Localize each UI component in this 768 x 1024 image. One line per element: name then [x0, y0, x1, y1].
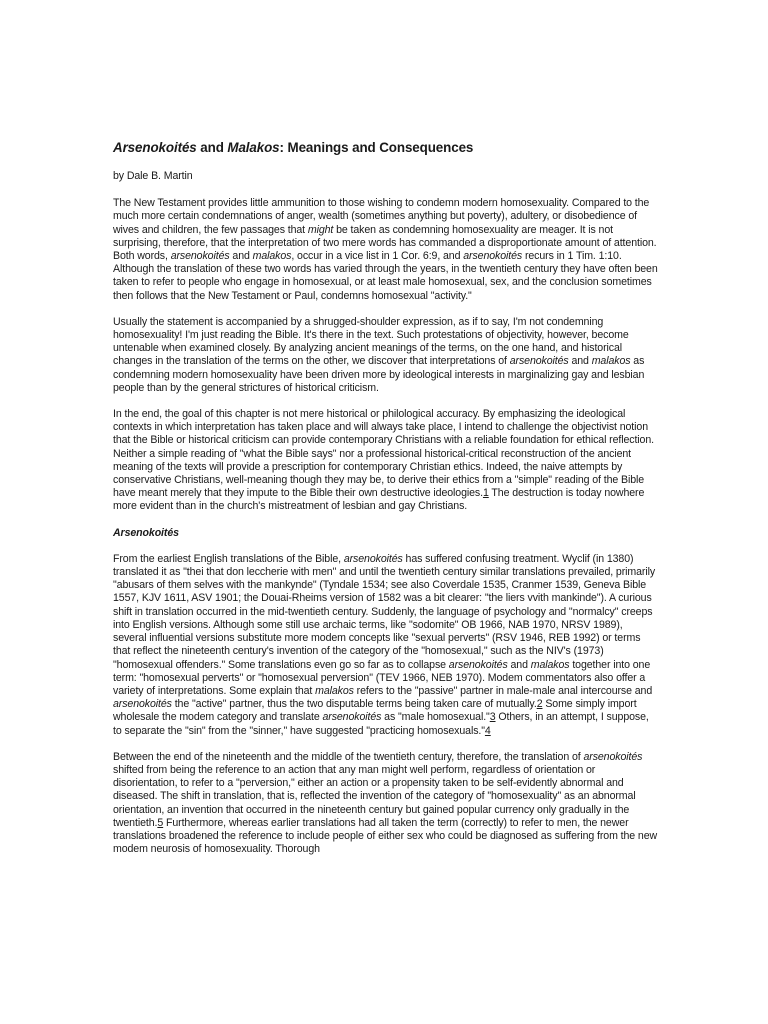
- greek-term: malakos: [315, 684, 354, 697]
- text: , occur in a vice list in 1 Cor. 6:9, and: [291, 250, 464, 263]
- paragraph-2: [113, 316, 658, 395]
- paragraph-3: [113, 408, 658, 514]
- text: together into one term: "homosexual perverts" or "homosexual perversion" (TEV 1966, NEB 1970). Modem commentators also offer a variety of interpretations. Some explain that: [113, 658, 651, 697]
- paragraph-5: [113, 751, 658, 857]
- greek-term: arsenokoités: [343, 552, 403, 565]
- text: and: [507, 658, 531, 671]
- greek-term: arsenokoités: [448, 658, 508, 671]
- section-heading: Arsenokoités: [113, 526, 179, 539]
- text: Furthermore, whereas earlier translations had all taken the term (correctly) to refer to men, the newer translations broadened the reference to include people of either sex who could be diagnosed as suffering from the new modem neurosis of homosexuality. Thorough: [113, 816, 658, 856]
- text: the "active" partner, thus the two disputable terms being taken care of mutually.: [171, 698, 537, 711]
- text: and: [568, 355, 592, 368]
- byline: by Dale B. Martin: [113, 170, 193, 182]
- footnote-link-1[interactable]: 1: [482, 487, 489, 500]
- greek-term: arsenokoités: [113, 698, 172, 711]
- text: as condemning modern homosexuality have been driven more by ideological interests in marginalizing gay and lesbian people than by the general strictures of historical criticism.: [113, 355, 645, 394]
- text: From the earliest English translations of the Bible,: [113, 552, 344, 565]
- footnote-link-4[interactable]: 4: [484, 724, 491, 737]
- text: In the end, the goal of this chapter is not mere historical or philological accuracy. By emphasizing the ideological contexts in which interpretation has taken place and will always take place, I intend to challenge the objectivist notion that the Bible or historical criticism can provide contemporary Christians with a reliable foundation for ethical reflection. Neither a simple reading of "what the Bible says" nor a professional historical-critical reconstruction of the ancient meaning of the texts will provide a prescription for contemporary Christian ethics. Indeed, the naive attempts by conservative Christians, well-meaning though they may be, to derive their ethics from a "simple" reading of the Bible have meant merely that they impute to the Bible their own destructive ideologies.: [113, 408, 654, 500]
- text: be taken as condemning homosexuality are meager. It is not surprising, therefore, that the interpretation of two mere words has commanded a disproportionate amount of attention. Both words,: [113, 223, 657, 263]
- greek-term: arsenokoités: [170, 250, 230, 263]
- text: has suffered confusing treatment. Wyclif (in 1380) translated it as "thei that don leccherie with men" and until the twentieth century similar translations prevailed, primarily "abusars of them selves with the mankynde" (Tyndale 1534; see also Coverdale 1535, Cranmer 1539, Geneva Bible 1557, KJV 1611, ASV 1901; the Douai-Rheims version of 1582 was a bit clearer: "the liers vvith mankinde"). A curious shift in translation occurred in the mid-twentieth century. Suddenly, the language of psychology and "normalcy" creeps into English versions. Although some still use archaic terms, like "sodomite" OB 1966, NAB 1970, NRSV 1989), several influential versions substitute more modem concepts like "sexual perverts" (RSV 1946, REB 1992) or terms that reflect the nineteenth century's invention of the category of the "homosexual," such as the NIV's (1973) "homosexual offenders." Some translations even go so far as to collapse: [113, 552, 656, 671]
- title-and: and: [196, 140, 228, 155]
- greek-term: malakos: [252, 250, 292, 263]
- text: Some simply import wholesale the modem category and translate: [113, 698, 637, 724]
- article-title: [113, 140, 658, 156]
- text: Others, in an attempt, I suppose, to separate the "sin" from the "sinner," have suggested "practicing homosexuals.": [113, 711, 649, 737]
- emphasis: might: [307, 223, 334, 236]
- text: The destruction is today nowhere more evident than in the church's mistreatment of lesbian and gay Christians.: [113, 487, 645, 513]
- text: The New Testament provides little ammunition to those wishing to condemn modern homosexuality. Compared to the much more certain condemnations of anger, wealth (sometimes anything but poverty), adultery, or disobedience of wives and children, the few passages that: [113, 197, 650, 236]
- text: and: [229, 250, 253, 263]
- text: refers to the "passive" partner in male-male anal intercourse and: [353, 684, 653, 697]
- title-term-arsenokoites: Arsenokoités: [113, 140, 197, 155]
- title-rest: : Meanings and Consequences: [279, 140, 474, 155]
- footnote-link-5[interactable]: 5: [157, 816, 164, 829]
- greek-term: arsenokoités: [463, 250, 523, 263]
- text: recurs in 1 Tim. 1:10. Although the translation of these two words has varied through the years, in the twentieth century they have often been taken to refer to people who engage in homosexual, or at least male homosexual, sex, and the conclusion sometimes then follows that the New Testament or Paul, condemns homosexual "activity.": [113, 250, 658, 302]
- paragraph-1: [113, 197, 658, 303]
- text: Usually the statement is accompanied by a shrugged-shoulder expression, as if to say, I'm not condemning homosexuality! I'm just reading the Bible. It's there in the text. Such protestations of objectivity, however, become untenable when examined closely. By analyzing ancient meanings of the terms, on the one hand, and historical changes in the translation of the terms on the other, we discover that interpretations of: [113, 315, 629, 368]
- article-body: [113, 140, 658, 869]
- text: Between the end of the nineteenth and the middle of the twentieth century, therefore, the translation of: [113, 750, 584, 763]
- footnote-link-2[interactable]: 2: [536, 698, 543, 711]
- greek-term: arsenokoités: [322, 711, 382, 724]
- footnote-link-3[interactable]: 3: [489, 711, 496, 724]
- greek-term: malakos: [591, 355, 631, 368]
- text: as "male homosexual.": [381, 711, 490, 724]
- greek-term: malakos: [530, 658, 570, 671]
- greek-term: arsenokoités: [583, 750, 643, 763]
- title-term-malakos: Malakos: [227, 140, 280, 155]
- text: shifted from being the reference to an action that any man might well perform, regardless of orientation or disorientation, to refer to a "perversion," either an action or a propensity taken to be self-evidently abnormal and diseased. The shift in translation, that is, reflected the invention of the category of "homosexuality" as an abnormal orientation, an invention that occurred in the nineteenth century but gained popular currency only gradually in the twentieth.: [113, 763, 636, 829]
- paragraph-4: [113, 553, 658, 738]
- greek-term: arsenokoités: [509, 355, 569, 368]
